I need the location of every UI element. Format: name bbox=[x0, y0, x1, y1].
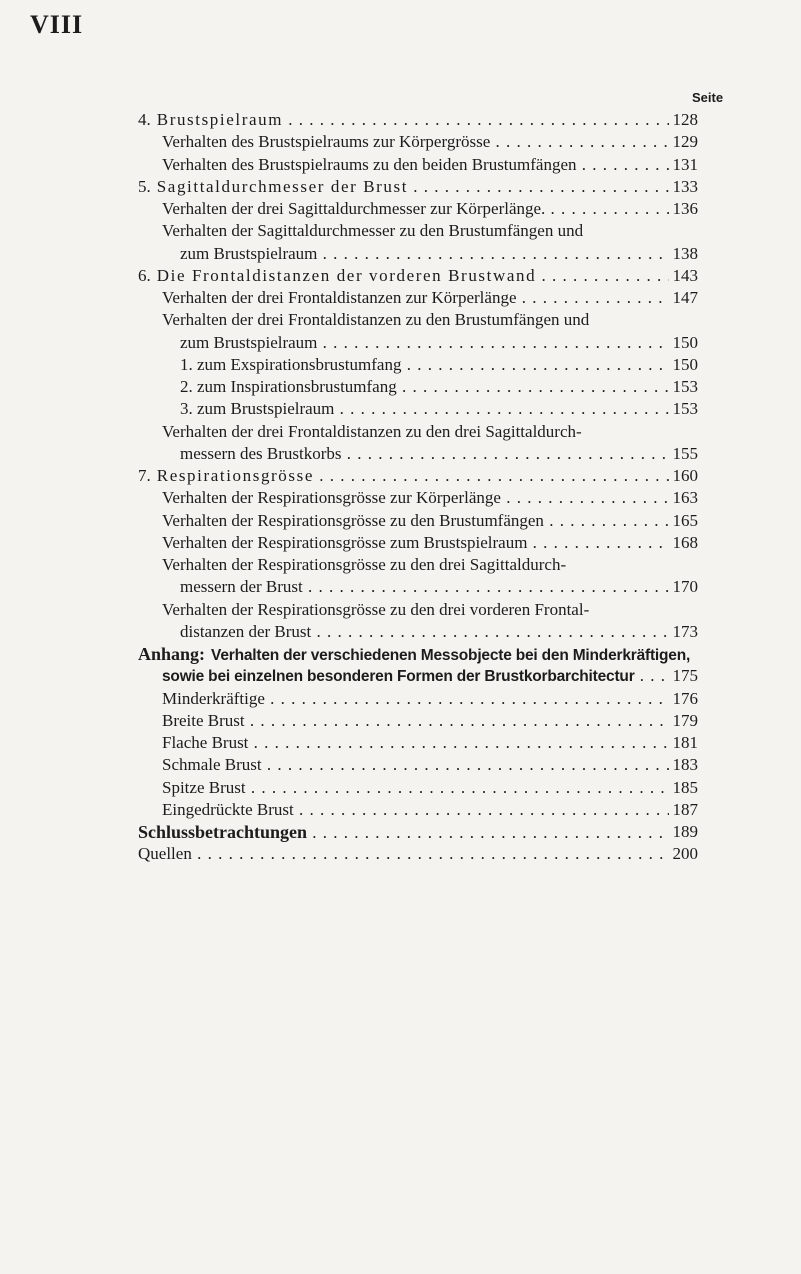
toc-entry-title bbox=[162, 799, 698, 821]
toc-entry-title bbox=[162, 554, 566, 576]
toc-entry-title bbox=[180, 243, 698, 265]
toc-entry-page: 150 bbox=[669, 332, 699, 354]
toc-entry-title bbox=[138, 176, 698, 198]
toc-entry-title bbox=[162, 665, 698, 687]
toc-entry-title bbox=[138, 821, 698, 843]
toc-entry-page: 183 bbox=[669, 754, 699, 776]
toc-entry-title bbox=[180, 354, 698, 376]
toc-entry[interactable] bbox=[110, 109, 698, 131]
toc-entry[interactable] bbox=[110, 576, 698, 598]
toc-entry-page: 185 bbox=[669, 777, 699, 799]
toc-entry[interactable] bbox=[110, 643, 698, 665]
toc-entry-text: Verhalten der Respirationsgrösse zu den drei vorderen Frontal- bbox=[162, 599, 590, 619]
toc-entry-text: distanzen der Brust bbox=[180, 621, 312, 641]
toc-entry[interactable] bbox=[110, 354, 698, 376]
toc-entry-page: 150 bbox=[669, 354, 699, 376]
page-number: VIII bbox=[30, 10, 84, 39]
toc-entry-title bbox=[162, 688, 698, 710]
toc-entry-title bbox=[180, 576, 698, 598]
toc-entry-page: 128 bbox=[669, 109, 699, 131]
toc-entry[interactable] bbox=[110, 665, 698, 687]
toc-entry-page: 170 bbox=[669, 576, 699, 598]
toc-entry[interactable] bbox=[110, 287, 698, 309]
toc-entry-page: 179 bbox=[669, 710, 699, 732]
toc-entry[interactable] bbox=[110, 487, 698, 509]
toc-entry-title bbox=[162, 220, 583, 242]
toc-entry-text: Brustspielraum bbox=[156, 110, 284, 129]
toc-entry[interactable] bbox=[110, 799, 698, 821]
toc-entry-number: 7. bbox=[138, 466, 151, 485]
toc-entry-text: Quellen bbox=[138, 844, 192, 864]
toc-entry-title bbox=[162, 710, 698, 732]
toc-entry[interactable] bbox=[110, 754, 698, 776]
toc-entry-text: Anhang: bbox=[138, 644, 206, 664]
toc-entry-text: Schlussbetrachtungen bbox=[138, 822, 308, 842]
toc-entry-title bbox=[162, 510, 698, 532]
toc-entry-text: 1. zum Exspirationsbrustumfang bbox=[180, 354, 402, 374]
toc-entry-text: Verhalten der Respirationsgrösse zur Körperlänge bbox=[162, 488, 501, 508]
toc-entry-page: 138 bbox=[669, 243, 699, 265]
toc-entry-text: Verhalten der drei Sagittaldurchmesser zur Körperlänge. bbox=[162, 199, 546, 218]
toc-entry-text: Spitze Brust bbox=[162, 777, 246, 797]
toc-entry-text: Verhalten der Respirationsgrösse zum Brustspielraum bbox=[162, 532, 528, 552]
toc-entry[interactable] bbox=[110, 376, 698, 398]
toc-entry-title bbox=[162, 198, 698, 220]
toc-entry-text: sowie bei einzelnen besonderen Formen der Brustkorbarchitectur bbox=[162, 668, 635, 686]
toc-entry-text: Sagittaldurchmesser der Brust bbox=[156, 176, 409, 196]
toc-entry[interactable] bbox=[110, 599, 698, 621]
toc-entry-page: 143 bbox=[669, 265, 699, 287]
toc-entry-page: 200 bbox=[669, 843, 699, 865]
toc-entry[interactable] bbox=[110, 421, 698, 443]
toc-entry-page: 189 bbox=[669, 821, 699, 843]
toc-entry[interactable] bbox=[110, 532, 698, 554]
toc-entry-text: Verhalten der Sagittaldurchmesser zu den Brustumfängen und bbox=[162, 221, 584, 241]
toc-entry-page: 165 bbox=[669, 510, 699, 532]
toc-entry-title bbox=[162, 154, 698, 176]
toc-entry[interactable] bbox=[110, 243, 698, 265]
toc-entry[interactable] bbox=[110, 309, 698, 331]
toc-entry[interactable] bbox=[110, 465, 698, 487]
toc-entry-title bbox=[138, 109, 698, 131]
toc-entry-title bbox=[180, 398, 698, 420]
toc-entry-page: 163 bbox=[669, 487, 699, 509]
toc-entry-title bbox=[180, 621, 698, 643]
toc-entry-text: Verhalten des Brustspielraums zu den beiden Brustumfängen bbox=[162, 154, 577, 174]
table-of-contents bbox=[110, 109, 698, 866]
toc-entry-text: Die Frontaldistanzen der vorderen Brustwand bbox=[156, 265, 537, 285]
toc-entry-text: Verhalten der Respirationsgrösse zu den drei Sagittaldurch- bbox=[162, 555, 567, 574]
toc-entry-title bbox=[138, 265, 698, 287]
toc-entry[interactable] bbox=[110, 732, 698, 754]
toc-entry-title bbox=[162, 754, 698, 776]
toc-entry-page: 155 bbox=[669, 443, 699, 465]
toc-entry-text: 2. zum Inspirationsbrustumfang bbox=[180, 377, 397, 396]
toc-entry-text: Flache Brust bbox=[162, 733, 249, 752]
toc-entry-subtitle: Verhalten der verschiedenen Messobjecte bei den Minderkräftigen, bbox=[211, 647, 691, 664]
toc-entry-page: 136 bbox=[669, 198, 699, 220]
column-header-seite: Seite bbox=[692, 90, 724, 105]
toc-entry-page: 168 bbox=[669, 532, 699, 554]
toc-entry-text: Eingedrückte Brust bbox=[162, 799, 294, 819]
toc-entry[interactable] bbox=[110, 131, 698, 153]
toc-entry-page: 153 bbox=[669, 376, 699, 398]
toc-entry[interactable] bbox=[110, 621, 698, 643]
toc-entry-title bbox=[162, 487, 698, 509]
toc-entry[interactable] bbox=[110, 843, 698, 865]
toc-entry-title bbox=[138, 643, 690, 665]
toc-entry-title bbox=[180, 443, 698, 465]
toc-entry-title bbox=[162, 309, 589, 331]
toc-entry-page: 181 bbox=[669, 732, 699, 754]
toc-entry-title bbox=[162, 777, 698, 799]
toc-entry-text: messern der Brust bbox=[180, 577, 303, 597]
toc-entry-text: zum Brustspielraum bbox=[180, 243, 318, 263]
toc-entry[interactable] bbox=[110, 198, 698, 220]
toc-entry-text: Respirationsgrösse bbox=[156, 466, 314, 485]
toc-entry-text: Verhalten der drei Frontaldistanzen zu den drei Sagittaldurch- bbox=[162, 421, 582, 441]
toc-entry[interactable] bbox=[110, 265, 698, 287]
toc-entry-text: Minderkräftige bbox=[162, 688, 265, 708]
toc-entry-page: 129 bbox=[669, 131, 699, 153]
toc-entry[interactable] bbox=[110, 821, 698, 843]
toc-entry-text: 3. zum Brustspielraum bbox=[180, 399, 335, 419]
toc-entry[interactable] bbox=[110, 710, 698, 732]
toc-entry-number: 6. bbox=[138, 265, 151, 285]
toc-entry-number: 5. bbox=[138, 176, 151, 196]
toc-entry[interactable] bbox=[110, 554, 698, 576]
toc-entry-page: 147 bbox=[669, 287, 699, 309]
toc-entry-text: Verhalten der drei Frontaldistanzen zu den Brustumfängen und bbox=[162, 310, 590, 330]
toc-entry[interactable] bbox=[110, 443, 698, 465]
toc-entry-text: Breite Brust bbox=[162, 710, 245, 730]
toc-entry-title bbox=[162, 599, 589, 621]
toc-entry[interactable] bbox=[110, 688, 698, 710]
toc-entry-title bbox=[162, 421, 582, 443]
toc-entry-page: 133 bbox=[669, 176, 699, 198]
toc-entry[interactable] bbox=[110, 777, 698, 799]
toc-entry[interactable] bbox=[110, 220, 698, 242]
toc-entry[interactable] bbox=[110, 510, 698, 532]
toc-entry-title bbox=[162, 532, 698, 554]
toc-entry[interactable] bbox=[110, 332, 698, 354]
toc-entry-number: 4. bbox=[138, 110, 151, 129]
toc-entry-page: 173 bbox=[669, 621, 699, 643]
toc-entry-title bbox=[180, 376, 698, 398]
toc-entry-page: 176 bbox=[669, 688, 699, 710]
toc-entry-page: 187 bbox=[669, 799, 699, 821]
toc-entry-text: Schmale Brust bbox=[162, 755, 262, 775]
toc-entry-page: 131 bbox=[669, 154, 699, 176]
toc-entry[interactable] bbox=[110, 154, 698, 176]
toc-entry-page: 175 bbox=[669, 665, 699, 687]
toc-entry-text: Verhalten der Respirationsgrösse zu den Brustumfängen bbox=[162, 510, 544, 530]
toc-entry-title bbox=[162, 131, 698, 153]
toc-entry-text: zum Brustspielraum bbox=[180, 332, 318, 352]
toc-entry-title bbox=[162, 287, 698, 309]
toc-entry[interactable] bbox=[110, 398, 698, 420]
toc-entry-text: Verhalten des Brustspielraums zur Körpergrösse bbox=[162, 132, 491, 152]
toc-entry-title bbox=[138, 843, 698, 865]
toc-entry-text: messern des Brustkorbs bbox=[180, 443, 342, 463]
toc-entry-title bbox=[180, 332, 698, 354]
toc-entry-title bbox=[138, 465, 698, 487]
toc-entry-title bbox=[162, 732, 698, 754]
toc-entry-text: Verhalten der drei Frontaldistanzen zur Körperlänge bbox=[162, 288, 517, 307]
toc-entry-page: 153 bbox=[669, 398, 699, 420]
toc-entry-page: 160 bbox=[669, 465, 699, 487]
toc-entry[interactable] bbox=[110, 176, 698, 198]
